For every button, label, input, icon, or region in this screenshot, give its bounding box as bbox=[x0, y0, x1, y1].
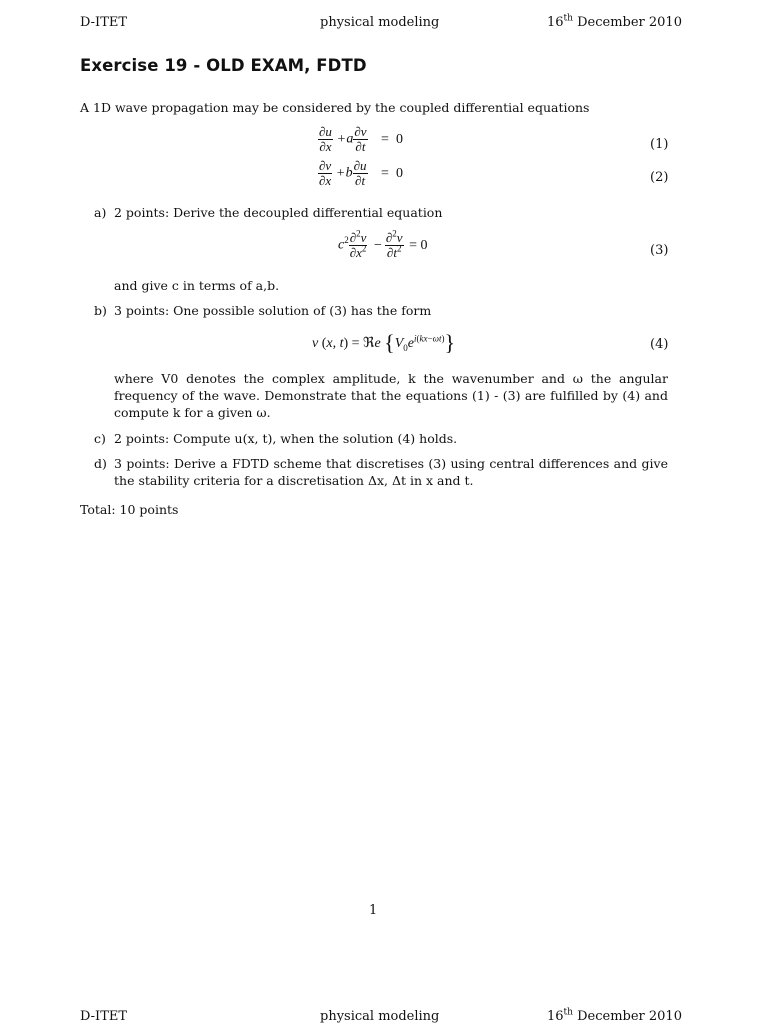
part-a-text: 2 points: Derive the decoupled differential equation bbox=[114, 205, 443, 220]
footer-left: D-ITET bbox=[80, 1009, 128, 1024]
page-number: 1 bbox=[369, 903, 378, 918]
header-center: physical modeling bbox=[320, 15, 440, 30]
part-c-label: c) bbox=[94, 431, 106, 446]
part-b-after: where V0 denotes the complex amplitude, k the wavenumber and ω the angular frequency of the wave. Demonstrate that the equations (1) - (3) are fulfilled by (4) and compute k for a given ω. bbox=[114, 371, 668, 420]
part-b-label: b) bbox=[94, 303, 107, 318]
part-d-text: 3 points: Derive a FDTD scheme that discretises (3) using central differences and give the stability criteria for a discretisation Δx, Δt in x and t. bbox=[114, 456, 668, 488]
equation-3-number: (3) bbox=[650, 243, 669, 258]
equation-1: $\frac{\partial u}{\partial x}$ +a $\frac{\partial v}{\partial t}$ = 0 bbox=[319, 124, 403, 154]
part-d-label: d) bbox=[94, 456, 107, 471]
part-c-text: 2 points: Compute u(x, t), when the solution (4) holds. bbox=[114, 431, 458, 446]
equation-2-number: (2) bbox=[650, 170, 669, 185]
equation-4-number: (4) bbox=[650, 337, 669, 352]
footer-center: physical modeling bbox=[320, 1009, 440, 1024]
equation-4: v (x, t) = ℜe $\{V_0e^{i(kx-\omega t)}\}$ bbox=[312, 330, 456, 355]
equation-1-number: (1) bbox=[650, 137, 669, 152]
exercise-title: Exercise 19 - OLD EXAM, FDTD bbox=[80, 56, 367, 75]
equation-3: $c^2$ $\frac{\partial^2v}{\partial x^2}$ − $\frac{\partial^2v}{\partial t^2}$ = 0 bbox=[338, 228, 428, 260]
part-a-label: a) bbox=[94, 205, 107, 220]
total-points: Total: 10 points bbox=[80, 502, 179, 517]
equation-2: $\frac{\partial v}{\partial x}$ +b $\frac{\partial u}{\partial t}$ = 0 bbox=[319, 158, 403, 188]
part-a-after: and give c in terms of a,b. bbox=[114, 278, 280, 293]
header-date: 16th December 2010 bbox=[547, 13, 682, 30]
footer-date: 16th December 2010 bbox=[547, 1007, 682, 1024]
part-b-text: 3 points: One possible solution of (3) has the form bbox=[114, 303, 432, 318]
header-left: D-ITET bbox=[80, 15, 128, 30]
intro-text: A 1D wave propagation may be considered by the coupled differential equations bbox=[80, 100, 590, 115]
